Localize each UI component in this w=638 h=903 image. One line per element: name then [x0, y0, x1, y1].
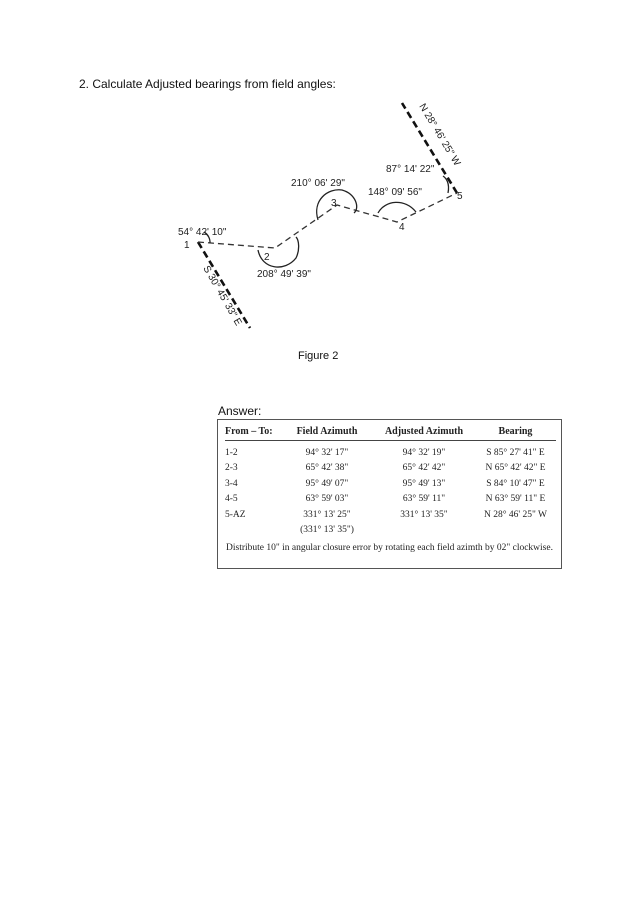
table-row	[225, 441, 556, 461]
table-row	[225, 507, 556, 523]
point-label-3: 3	[331, 198, 337, 209]
cell-adjusted-azimuth	[373, 523, 475, 539]
header-from-to: From – To:	[225, 426, 281, 441]
table-row	[225, 523, 556, 539]
cell-field-azimuth: 95° 49' 07"	[305, 478, 349, 489]
cell-from-to: 5-AZ	[225, 509, 246, 520]
angle-label-2: 208° 49' 39"	[257, 269, 311, 280]
angle-label-3: 210° 06' 29"	[291, 178, 345, 189]
table-row	[225, 492, 556, 508]
question-text: 2. Calculate Adjusted bearings from field angles:	[79, 77, 336, 91]
angle-label-4: 148° 09' 56"	[368, 187, 422, 198]
table-row	[225, 476, 556, 492]
cell-bearing: S 85° 27' 41" E	[486, 447, 545, 458]
cell-adjusted-azimuth: 63° 59' 11"	[402, 494, 446, 505]
cell-bearing	[475, 523, 556, 539]
angle-arc-4	[378, 202, 416, 213]
cell-from-to: 1-2	[225, 447, 238, 458]
cell-bearing: N 28° 46' 25" W	[483, 509, 548, 520]
cell-from-to: 4-5	[225, 494, 238, 505]
cell-field-azimuth: (331° 13' 35")	[300, 525, 354, 536]
cell-bearing: N 63° 59' 11" E	[485, 494, 546, 505]
bearing-label-end: N 28° 46' 25" W	[416, 101, 463, 169]
header-bearing: Bearing	[475, 426, 556, 441]
point-label-4: 4	[399, 222, 405, 233]
azimuth-table	[225, 426, 556, 538]
cell-field-azimuth: 65° 42' 38"	[305, 463, 349, 474]
table-note: Distribute 10" in angular closure error by rotating each field azimth by 02" clockwise.	[226, 543, 553, 553]
cell-from-to	[225, 523, 281, 539]
cell-adjusted-azimuth: 94° 32' 19"	[402, 447, 446, 458]
cell-from-to: 3-4	[225, 478, 238, 489]
point-label-5: 5	[457, 191, 463, 202]
traverse-line	[198, 193, 457, 248]
cell-bearing: S 84° 10' 47" E	[486, 478, 545, 489]
cell-adjusted-azimuth: 65° 42' 42"	[402, 463, 446, 474]
angle-label-1: 54° 42' 10"	[178, 227, 227, 238]
table-header-row	[225, 426, 556, 441]
cell-adjusted-azimuth: 95° 49' 13"	[402, 478, 446, 489]
cell-field-azimuth: 331° 13' 25"	[303, 509, 351, 520]
header-adjusted-azimuth: Adjusted Azimuth	[373, 426, 475, 441]
figure-caption: Figure 2	[298, 350, 339, 362]
point-label-1: 1	[184, 240, 190, 251]
bearing-label-start: S 30° 45' 33" E	[200, 264, 244, 328]
answer-label: Answer:	[218, 404, 262, 418]
angle-label-5: 87° 14' 22"	[386, 164, 435, 175]
cell-field-azimuth: 63° 59' 03"	[305, 494, 349, 505]
cell-adjusted-azimuth: 331° 13' 35"	[400, 509, 448, 520]
point-label-2: 2	[264, 252, 270, 263]
cell-field-azimuth: 94° 32' 17"	[305, 447, 349, 458]
answer-table-box	[217, 419, 562, 569]
header-field-azimuth: Field Azimuth	[281, 426, 373, 441]
cell-bearing: N 65° 42' 42" E	[485, 463, 546, 474]
cell-from-to: 2-3	[225, 463, 238, 474]
table-row	[225, 461, 556, 477]
bearing-line-start	[198, 242, 250, 328]
